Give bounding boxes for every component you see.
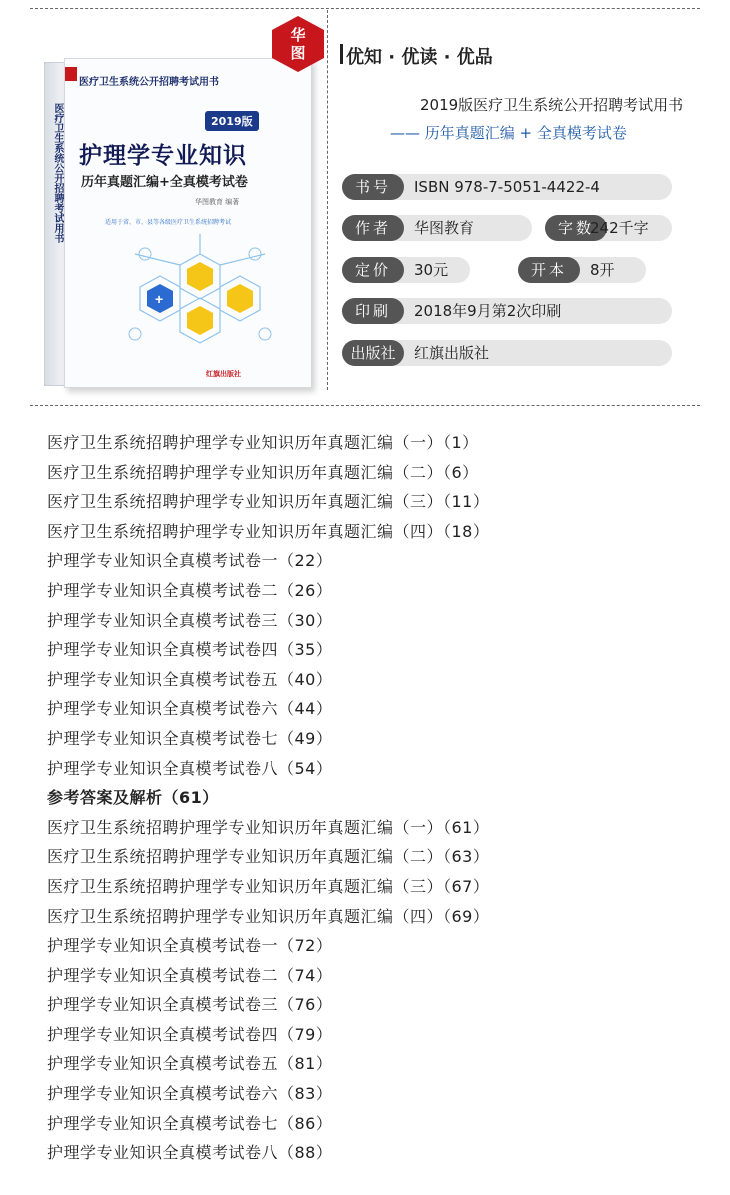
words-value: 242千字	[590, 219, 649, 237]
cover-publisher: 华图教育 编著	[195, 198, 240, 206]
toc-item: 护理学专业知识全真模考试卷一（72）	[47, 936, 333, 956]
author-label: 作者	[342, 215, 404, 241]
toc-item: 护理学专业知识全真模考试卷二（26）	[47, 580, 333, 600]
toc-section-heading: 参考答案及解析（61）	[47, 788, 219, 808]
toc-item: 护理学专业知识全真模考试卷七（49）	[47, 728, 333, 748]
toc-item: 医疗卫生系统招聘护理学专业知识历年真题汇编（三）（11）	[47, 492, 490, 512]
format-label: 开本	[518, 257, 580, 283]
toc-item: 护理学专业知识全真模考试卷四（35）	[47, 640, 333, 660]
words-label: 字数	[545, 215, 607, 241]
price-label: 定价	[342, 257, 404, 283]
book-cover	[44, 58, 312, 388]
cover-brand: 红旗出版社	[206, 370, 241, 378]
price-value: 30元	[414, 261, 449, 279]
badge-text: 华 图	[290, 26, 306, 62]
cover-top-line: 医疗卫生系统公开招聘考试用书	[79, 77, 219, 88]
slogan: 优知 · 优读 · 优品	[346, 47, 493, 68]
format-value: 8开	[590, 261, 615, 279]
slogan-bar	[340, 44, 343, 64]
middle-divider	[30, 405, 700, 406]
toc-item: 护理学专业知识全真模考试卷三（76）	[47, 995, 333, 1015]
toc-item: 医疗卫生系统招聘护理学专业知识历年真题汇编（四）（18）	[47, 521, 490, 541]
top-divider	[30, 8, 700, 9]
author-value: 华图教育	[414, 219, 475, 237]
toc-item: 医疗卫生系统招聘护理学专业知识历年真题汇编（四）（69）	[47, 906, 490, 926]
toc-item: 护理学专业知识全真模考试卷一（22）	[47, 551, 333, 571]
toc-item: 医疗卫生系统招聘护理学专业知识历年真题汇编（一）（1）	[47, 433, 479, 452]
toc-item: 护理学专业知识全真模考试卷八（88）	[47, 1143, 333, 1163]
toc-item: 护理学专业知识全真模考试卷六（83）	[47, 1084, 333, 1104]
book-spine	[44, 62, 66, 386]
spine-text: 医疗卫生系统公开招聘考试用书	[52, 103, 63, 243]
svg-text:+: +	[155, 291, 164, 307]
medical-hexagon-graphic	[125, 234, 275, 354]
print-value: 2018年9月第2次印刷	[414, 302, 562, 320]
isbn-value: ISBN 978-7-5051-4422-4	[414, 178, 600, 196]
toc-item: 护理学专业知识全真模考试卷三（30）	[47, 610, 333, 630]
vertical-divider	[327, 10, 328, 390]
subtitle: 2019版医疗卫生系统公开招聘考试用书	[420, 96, 684, 114]
cover-title: 护理学专业知识	[79, 143, 247, 169]
table-of-contents	[47, 428, 489, 1168]
toc-item: 护理学专业知识全真模考试卷六（44）	[47, 699, 333, 719]
huatu-logo-icon	[65, 67, 77, 81]
toc-item: 医疗卫生系统招聘护理学专业知识历年真题汇编（三）（67）	[47, 876, 490, 896]
toc-item: 医疗卫生系统招聘护理学专业知识历年真题汇编（一）（61）	[47, 817, 490, 837]
toc-item: 护理学专业知识全真模考试卷五（40）	[47, 669, 333, 689]
press-label: 出版社	[342, 340, 404, 366]
print-label: 印刷	[342, 298, 404, 324]
cover-subtitle: 历年真题汇编+全真模考试卷	[81, 175, 248, 190]
toc-item: 护理学专业知识全真模考试卷五（81）	[47, 1054, 333, 1074]
cover-year-tag: 2019版	[205, 111, 259, 131]
toc-item: 护理学专业知识全真模考试卷四（79）	[47, 1024, 333, 1044]
press-value: 红旗出版社	[414, 344, 490, 362]
toc-item: 护理学专业知识全真模考试卷七（86）	[47, 1113, 333, 1133]
book-front	[64, 58, 312, 388]
subtitle-series: —— 历年真题汇编 + 全真模考试卷	[390, 124, 627, 142]
toc-item: 护理学专业知识全真模考试卷八（54）	[47, 758, 333, 778]
isbn-label: 书号	[342, 174, 404, 200]
toc-item: 医疗卫生系统招聘护理学专业知识历年真题汇编（二）（63）	[47, 847, 490, 867]
toc-item: 护理学专业知识全真模考试卷二（74）	[47, 965, 333, 985]
cover-note: 适用于省、市、县等各级医疗卫生系统招聘考试	[105, 219, 232, 226]
toc-item: 医疗卫生系统招聘护理学专业知识历年真题汇编（二）（6）	[47, 462, 479, 482]
